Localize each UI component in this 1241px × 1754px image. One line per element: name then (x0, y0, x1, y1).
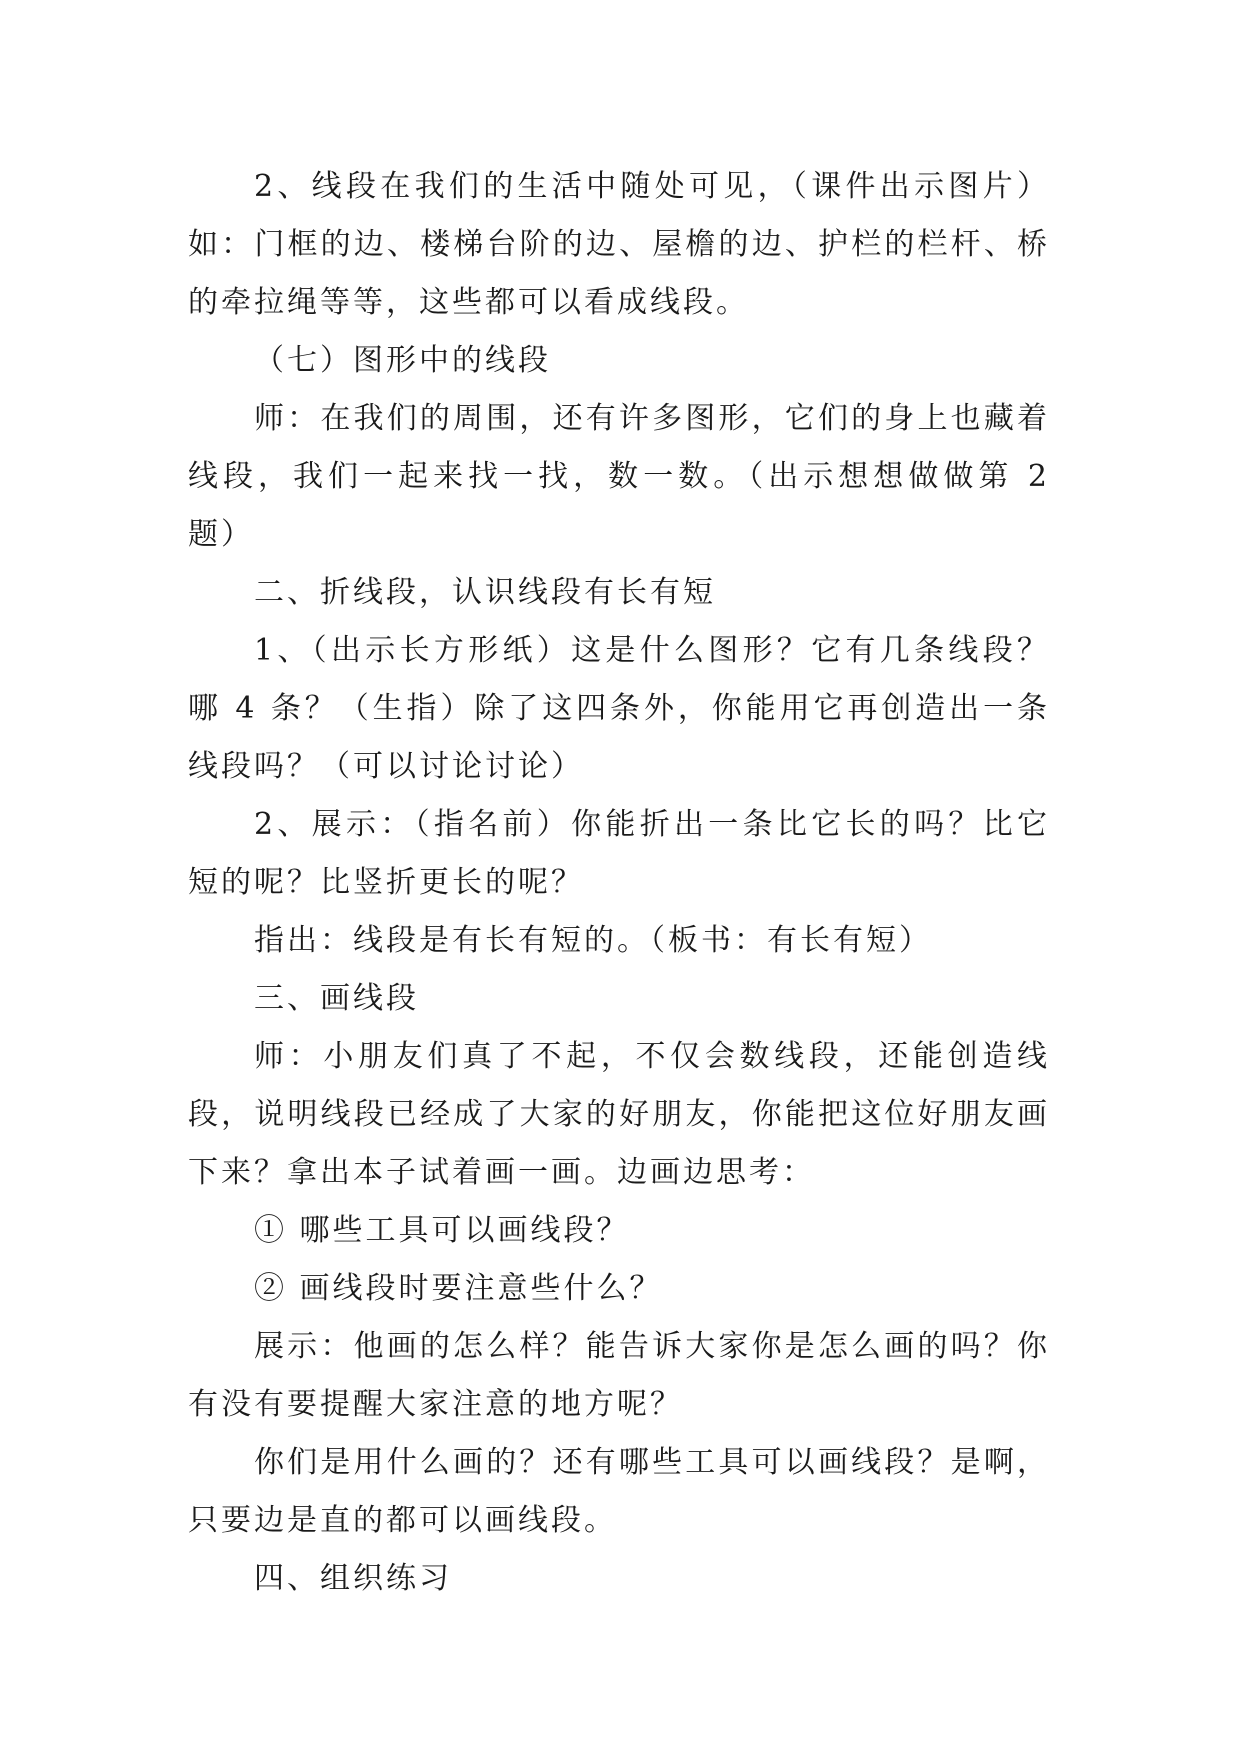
paragraph-show-drawing: 展示：他画的怎么样？能告诉大家你是怎么画的吗？你有没有要提醒大家注意的地方呢？ (188, 1329, 1050, 1422)
paragraph-segments-in-life: 2、线段在我们的生活中随处可见，（课件出示图片）如：门框的边、楼梯台阶的边、屋檐的边、护栏的栏杆、桥的牵拉绳等等，这些都可以看成线段。 (188, 169, 1050, 320)
paragraph-tools-discussion: 你们是用什么画的？还有哪些工具可以画线段？是啊，只要边是直的都可以画线段。 (188, 1445, 1050, 1538)
list-item-question-2: ② 画线段时要注意些什么？ (254, 1271, 663, 1306)
list-item-question-1: ① 哪些工具可以画线段？ (254, 1213, 630, 1248)
heading-practice: 四、组织练习 (254, 1561, 452, 1596)
heading-fold-segments: 二、折线段，认识线段有长有短 (254, 575, 716, 610)
heading-draw-segments: 三、画线段 (254, 981, 419, 1016)
heading-segments-in-shapes: （七）图形中的线段 (254, 343, 551, 378)
paragraph-point-out: 指出：线段是有长有短的。（板书：有长有短） (254, 923, 932, 958)
paragraph-rectangle-paper: 1、（出示长方形纸）这是什么图形？它有几条线段？哪 4 条？（生指）除了这四条外，你能用它再创造出一条线段吗？（可以讨论讨论） (188, 633, 1050, 784)
paragraph-teacher-draw: 师：小朋友们真了不起，不仅会数线段，还能创造线段，说明线段已经成了大家的好朋友，你能把这位好朋友画下来？拿出本子试着画一画。边画边思考： (188, 1039, 1050, 1190)
document-page (188, 158, 1050, 1608)
paragraph-teacher-find-segments: 师：在我们的周围，还有许多图形，它们的身上也藏着线段，我们一起来找一找，数一数。（出示想想做做第 2 题） (188, 401, 1050, 552)
paragraph-show-fold: 2、展示：（指名前）你能折出一条比它长的吗？比它短的呢？比竖折更长的呢？ (188, 807, 1050, 900)
